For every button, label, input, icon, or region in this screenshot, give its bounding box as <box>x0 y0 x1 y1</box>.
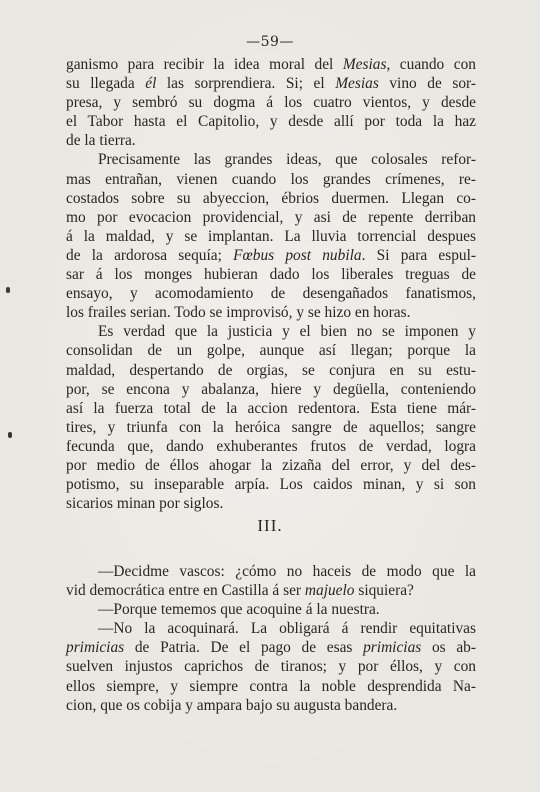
paragraph <box>66 150 476 322</box>
text-line: su llegada él las sorprendiera. Si; el Mesias vino de sor- <box>66 75 476 93</box>
paragraph <box>66 600 476 619</box>
text-line: fecunda que, dando exhuberantes frutos de verdad, logra <box>66 437 476 455</box>
margin-speck <box>8 432 12 438</box>
text-line: suelven injustos caprichos de tiranos; y por éllos, y con <box>66 658 476 676</box>
text-line: sicarios minan por siglos. <box>66 495 224 513</box>
text-line: de la tierra. <box>66 132 136 150</box>
text-line: maldad, despertando de orgias, se conjura en su estu- <box>66 361 476 379</box>
page-number: —59— <box>246 34 294 50</box>
margin-speck <box>6 287 10 293</box>
text-line: Es verdad que la justicia y el bien no se imponen y <box>98 323 476 341</box>
paragraph <box>66 55 476 150</box>
text-line: así la fuerza total de la accion redentora. Esta tiene már- <box>66 399 476 417</box>
text-line: por medio de éllos ahogar la zizaña del error, y del des- <box>66 456 476 474</box>
text-line: primicias de Patria. De el pago de esas primicias os ab- <box>66 639 476 657</box>
text-line: mo por evocacion providencial, y asi de repente derriban <box>66 208 476 226</box>
text-line: á la maldad, y se implantan. La lluvia torrencial despues <box>66 227 476 245</box>
italic-term: majuelo <box>304 582 355 600</box>
section-heading: III. <box>257 516 283 535</box>
text-line: de la ardorosa sequía; Fœbus post nubila. Si para espul- <box>66 246 477 264</box>
text-line: —Decidme vascos: ¿cómo no haceis de modo que la <box>98 563 476 580</box>
text-block-lower <box>66 562 476 715</box>
italic-term: Fœbus post nubila <box>233 246 362 264</box>
text-line: el Tabor hasta el Capitolio, y desde allí por toda la haz <box>66 113 476 131</box>
text-block-upper <box>66 55 476 513</box>
text-line: tires, y triunfa con la heróica sangre de aquellos; sangre <box>66 418 476 436</box>
text-line: —No la acoquinará. La obligará á rendir equitativas <box>98 620 476 638</box>
text-line: ellos siempre, y siempre contra la noble desprendida Na- <box>66 677 476 695</box>
paragraph <box>66 322 476 513</box>
text-line: costados sobre su abyeccion, ébrios duermen. Llegan co- <box>66 189 476 207</box>
italic-term: Mesias <box>342 56 387 73</box>
paragraph <box>66 562 476 600</box>
text-line: —Porque tememos que acoquine á la nuestra. <box>98 601 380 619</box>
italic-term: Mesias <box>335 75 379 93</box>
text-line: ensayo, y acomodamiento de desengañados fanatismos, <box>66 285 476 303</box>
text-line: ganismo para recibir la idea moral del Mesias, cuando con <box>66 56 476 73</box>
text-line: sar á los monges hubieran dado los liberales treguas de <box>66 266 476 284</box>
italic-term: primicias <box>363 639 422 657</box>
text-line: los frailes serian. Todo se improvisó, y se hizo en horas. <box>66 304 411 322</box>
text-line: mas entrañan, vienen cuando los grandes crímenes, re- <box>66 170 476 188</box>
paragraph <box>66 619 476 714</box>
text-line: vid democrática entre en Castilla á ser majuelo siquiera? <box>66 582 414 600</box>
text-line: potismo, su inseparable arpía. Los caidos minan, y si son <box>66 476 476 494</box>
text-line: cion, que os cobija y ampara bajo su augusta bandera. <box>66 696 398 714</box>
text-line: presa, y sembró su dogma á los cuatro vientos, y desde <box>66 94 476 112</box>
italic-term: él <box>145 75 157 93</box>
italic-term: primicias <box>66 639 125 657</box>
text-line: por, se encona y abalanza, hiere y degüella, conteniendo <box>66 380 476 398</box>
text-line: consolidan de un golpe, aunque así llegan; porque la <box>66 342 476 360</box>
text-line: Precisamente las grandes ideas, que colosales refor- <box>98 151 476 169</box>
